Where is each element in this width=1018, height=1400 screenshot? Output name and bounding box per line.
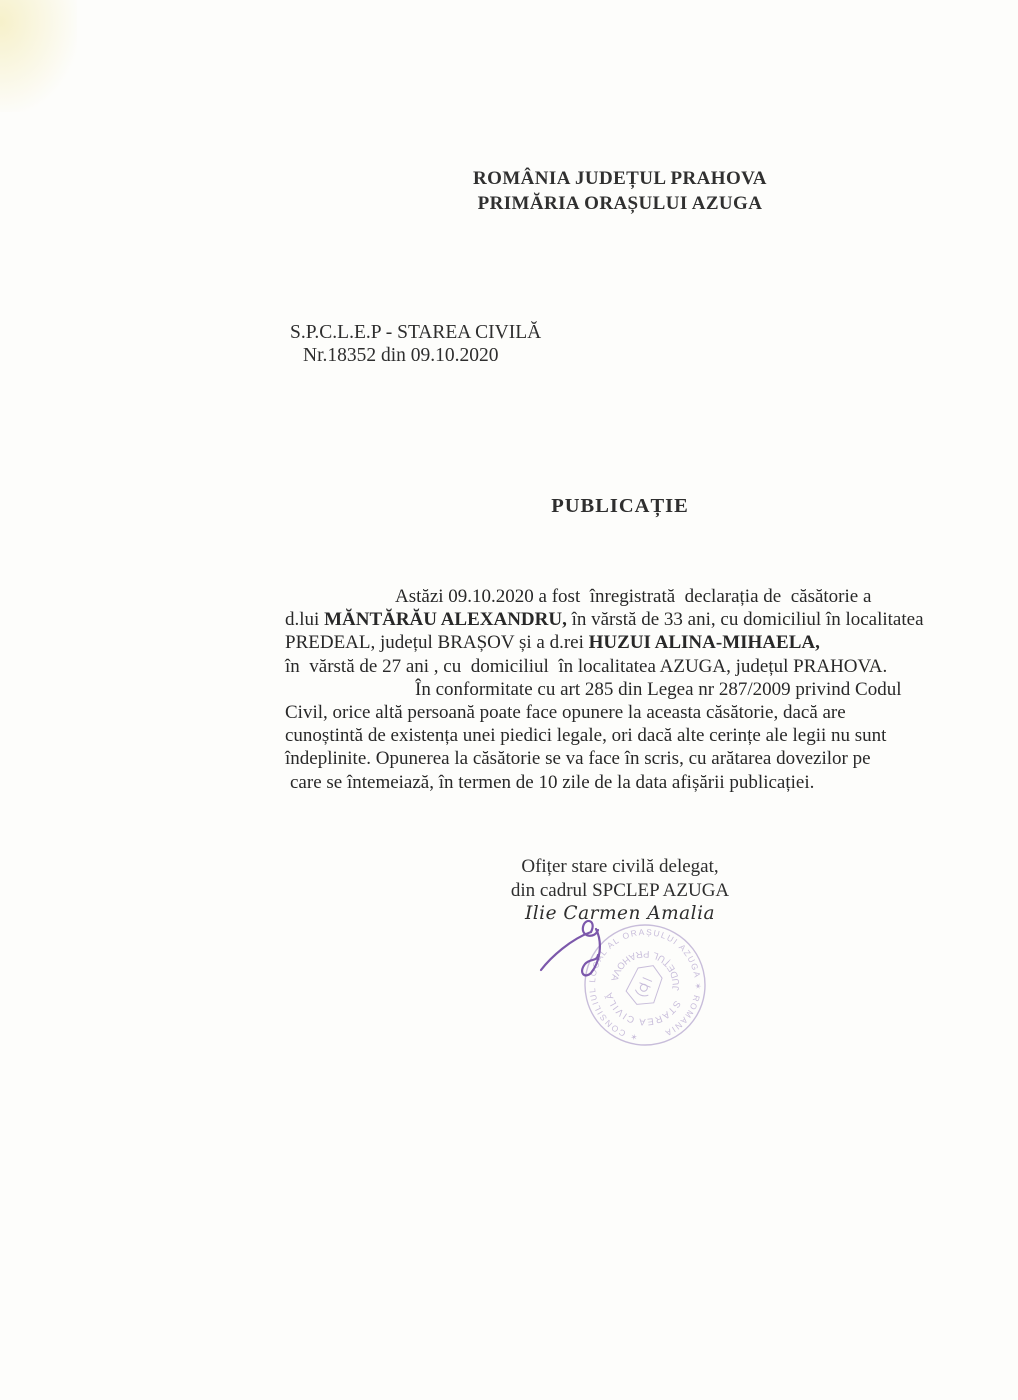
body-line-3	[285, 631, 953, 654]
document-header	[420, 166, 820, 216]
body-line-3-pre: PREDEAL, județul BRAȘOV și a d.rei	[285, 632, 589, 654]
stamp-outer-ring-text: ✶ CONSILIUL LOCAL AL ORAȘULUI AZUGA ✶ ROMANIA	[587, 926, 704, 1043]
handwritten-signature	[535, 915, 645, 995]
body-line-4: în vărstă de 27 ani , cu domiciliul în localitatea AZUGA, județul PRAHOVA.	[285, 655, 888, 677]
registry-office: S.P.C.L.E.P - STAREA CIVILĂ	[290, 322, 542, 343]
stamp-top-arc-text: STAREA CIVILĂ	[603, 990, 683, 1028]
body-line-2-pre: d.lui	[285, 609, 325, 631]
scan-corner-smudge	[0, 0, 77, 112]
body-line-9: care se întemeiază, în termen de 10 zile de la data afișării publicației.	[290, 771, 815, 793]
registry-block	[290, 321, 541, 367]
document-body	[285, 585, 953, 794]
registry-number: Nr.18352 din 09.10.2020	[303, 345, 499, 366]
header-country-county: ROMÂNIA JUDEȚUL PRAHOVA	[473, 168, 767, 189]
officer-name: Ilie Carmen Amalia	[524, 903, 716, 924]
body-line-6: Civil, orice altă persoană poate face opunere la aceasta căsătorie, dacă are	[285, 702, 846, 724]
body-line-5: În conformitate cu art 285 din Legea nr 287/2009 privind Codul	[415, 678, 902, 700]
body-line-7: cunoștintă de existența unei piedici legale, ori dacă alte cerințe ale legii nu sunt	[285, 725, 887, 747]
officer-unit: din cadrul SPCLEP AZUGA	[510, 879, 730, 901]
header-town-hall: PRIMĂRIA ORAȘULUI AZUGA	[477, 193, 763, 214]
stamp-bottom-arc-text: JUDEȚUL PRAHOVA	[608, 947, 683, 992]
body-line-2	[285, 608, 953, 631]
body-line-2-post: în vărstă de 33 ani, cu domiciliul în localitatea	[566, 609, 924, 631]
bride-name: HUZUI ALINA-MIHAELA,	[588, 632, 820, 654]
document-title: PUBLICAȚIE	[551, 495, 689, 517]
body-line-1: Astăzi 09.10.2020 a fost înregistrată declarația de căsătorie a	[395, 586, 872, 607]
body-line-8: îndeplinite. Opunerea la căsătorie se va face în scris, cu arătarea dovezilor pe	[285, 748, 871, 770]
groom-name: MĂNTĂRĂU ALEXANDRU,	[324, 609, 567, 631]
officer-role: Ofițer stare civilă delegat,	[521, 856, 719, 877]
